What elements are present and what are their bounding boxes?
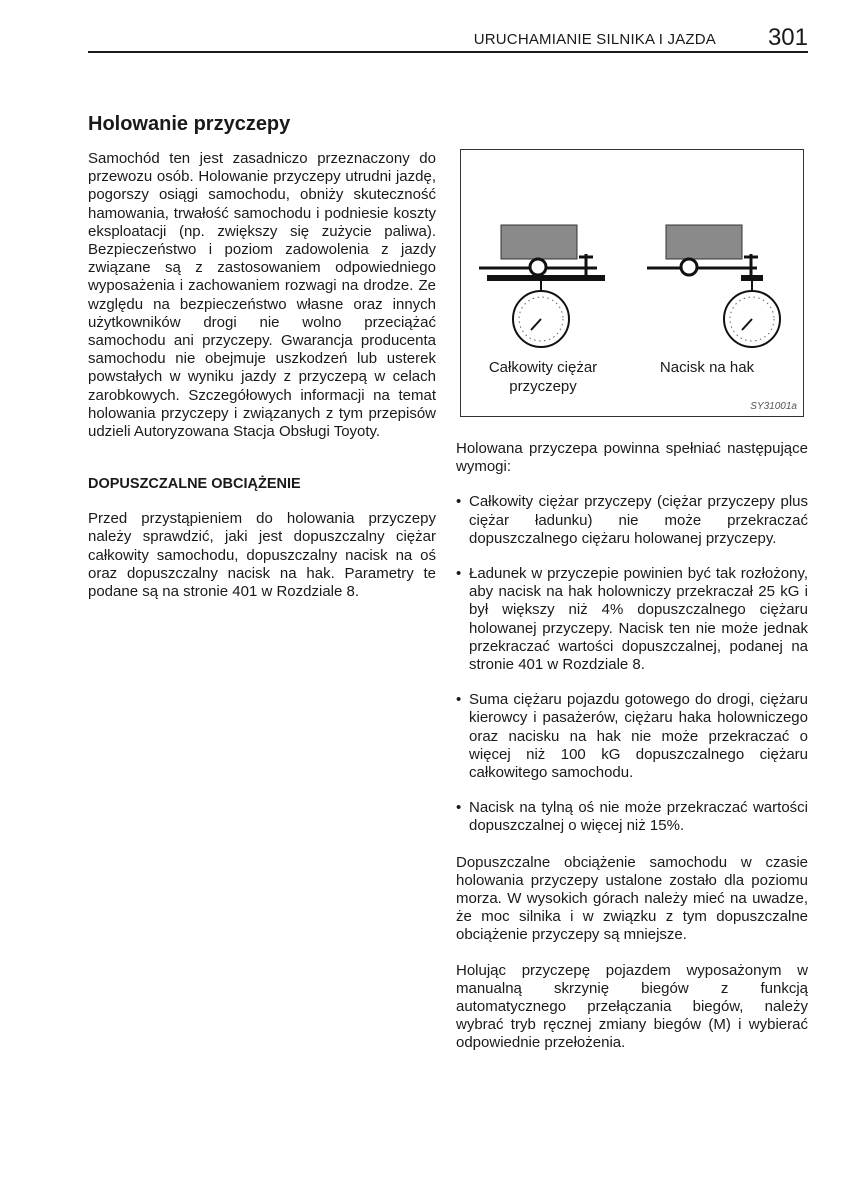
altitude-paragraph: Dopuszczalne obciążenie samochodu w czasie holowania przyczepy ustalone zostało dla poziomu morza. W wysokich górach należy mieć na uwadze, że moc silnika i w związku z tym dopuszczalne obciążenie przyczepy są mniejsze.	[456, 853, 808, 944]
list-item	[456, 799, 808, 835]
bullet-icon: •	[456, 565, 462, 583]
hitch-load-diagram	[647, 225, 780, 347]
trailer-total-weight-diagram	[479, 225, 605, 347]
bullet-icon: •	[456, 799, 462, 817]
page-number: 301	[767, 24, 808, 51]
trailer-wheel-left	[530, 259, 546, 275]
list-item-text: Suma ciężaru pojazdu gotowego do drogi, ciężaru kierowcy i pasażerów, ciężaru haka holowniczego oraz nacisku na hak nie może przekraczać o więcej niż 100 kG dopuszczalnego ciężaru całkowitego samochodu.	[469, 691, 808, 782]
list-item-text: Nacisk na tylną oś nie może przekraczać wartości dopuszczalnej o więcej niż 15%.	[469, 799, 808, 835]
header-rule	[88, 51, 808, 53]
trailer-weight-figure	[460, 149, 804, 417]
list-item	[456, 493, 808, 548]
bullet-icon: •	[456, 691, 462, 709]
scale-platform-right	[741, 275, 763, 281]
scale-platform-left	[487, 275, 605, 281]
right-column	[456, 440, 808, 1053]
requirements-list	[456, 493, 808, 835]
trailer-body-right	[666, 225, 742, 259]
running-header	[88, 24, 808, 54]
load-subheading: DOPUSZCZALNE OBCIĄŻENIE	[88, 476, 301, 493]
header-section-title: URUCHAMIANIE SILNIKA I JAZDA	[473, 31, 716, 48]
bullet-icon: •	[456, 493, 462, 511]
trailer-wheel-right	[681, 259, 697, 275]
list-item-text: Całkowity ciężar przyczepy (ciężar przyczepy plus ciężar ładunku) nie może przekraczać dopuszczalnego ciężaru holowanej przyczepy.	[469, 493, 808, 547]
list-item	[456, 691, 808, 782]
trailer-body-left	[501, 225, 577, 259]
list-item-text: Ładunek w przyczepie powinien być tak rozłożony, aby nacisk na hak holowniczy przekraczał 25 kG i był większy niż 4% dopuszczalnego ciężaru holowanej przyczepy. Nacisk ten nie może jednak przekraczać wartości dopuszczalnej, podanej na stronie 401 w Rozdziale 8.	[469, 565, 808, 674]
label-hitch-load: Nacisk na hak	[659, 359, 755, 376]
section-title: Holowanie przyczepy	[88, 113, 291, 135]
manual-gearbox-paragraph: Holując przyczepę pojazdem wyposażonym w manualną skrzynię biegów z funkcją automatycznego przełączania biegów, należy wybrać tryb ręcznej zmiany biegów (M) i wybierać odpowiednie przełożenia.	[456, 961, 808, 1052]
load-paragraph: Przed przystąpieniem do holowania przyczepy należy sprawdzić, jaki jest dopuszczalny ciężar całkowity samochodu, dopuszczalny nacisk na oś oraz dopuszczalny nacisk na hak. Parametry te podane są na stronie 401 w Rozdziale 8.	[88, 510, 436, 601]
label-total-trailer-weight: Całkowity ciężar przyczepy	[488, 359, 598, 395]
list-item	[456, 565, 808, 674]
intro-paragraph: Samochód ten jest zasadniczo przeznaczony do przewozu osób. Holowanie przyczepy utrudni jazdę, pogorszy osiągi samochodu, obniży skuteczność hamowania, trwałość samochodu i podniesie koszty eksploatacji (np. zwiększy się zużycie paliwa). Bezpieczeństwo i poziom zadowolenia z jazdy związane są z zastosowaniem odpowiedniego wyposażenia i zachowaniem rozwagi na drodze. Ze względu na bezpieczeństwo własne oraz innych użytkowników drogi nie wolno przeciążać samochodu ani przyczepy. Gwarancja producenta samochodu nie obejmuje uszkodzeń lub usterek powstałych w wyniku jazdy z przyczepą w celach zarobkowych. Szczegółowych informacji na temat holowania przyczepy i związanych z tym przepisów udzieli Autoryzowana Stacja Obsługi Toyoty.	[88, 150, 436, 441]
left-column	[88, 150, 436, 601]
figure-code: SY31001a	[750, 401, 797, 412]
requirements-intro: Holowana przyczepa powinna spełniać następujące wymogi:	[456, 440, 808, 476]
